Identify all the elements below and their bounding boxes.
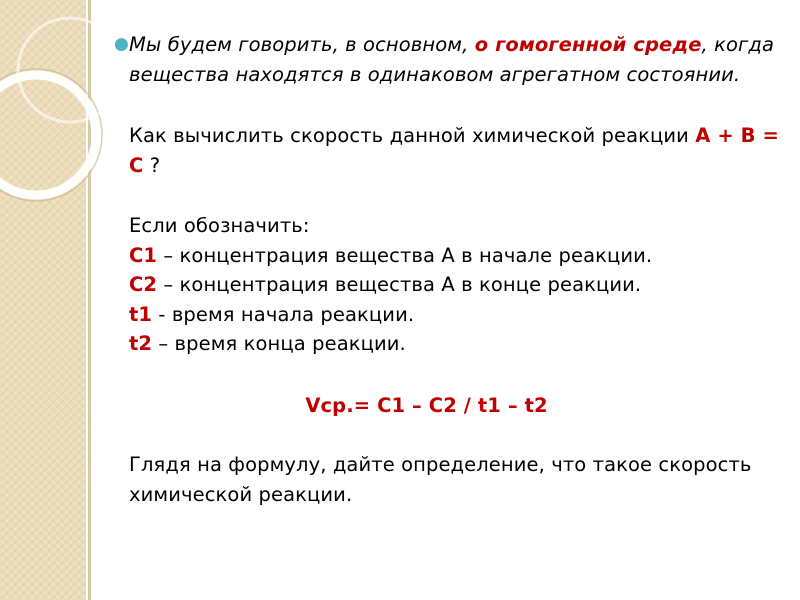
- definition-text: – концентрация вещества А в начале реакции.: [157, 243, 653, 267]
- intro-paragraph: [114, 30, 779, 89]
- question-text-start: Как вычислить скорость данной химической реакции: [129, 124, 696, 147]
- bullet-icon: ●: [114, 34, 129, 54]
- intro-text-start: Мы будем говорить, в основном,: [129, 33, 475, 56]
- question-paragraph: [129, 121, 779, 180]
- definition-text: – концентрация вещества А в конце реакции.: [157, 273, 642, 296]
- definitions-block: [129, 211, 779, 359]
- question-text-end: ?: [143, 153, 161, 177]
- slide-content: [114, 30, 779, 509]
- definition-text: – время конца реакции.: [152, 332, 406, 355]
- definition-text: - время начала реакции.: [152, 302, 415, 326]
- closing-paragraph: Глядя на формулу, дайте определение, что такое скорость химической реакции.: [129, 453, 752, 506]
- definition-term: С1: [129, 243, 158, 267]
- formula: [129, 391, 724, 421]
- intro-highlight: о гомогенной среде: [474, 33, 702, 56]
- intro-text-end: , когда вещества находятся в одинаковом агрегатном состоянии.: [129, 33, 775, 86]
- definition-term: t1: [129, 302, 153, 326]
- formula-text: Vср.= C1 – C2 / t1 – t2: [305, 393, 548, 417]
- definitions-heading: Если обозначить:: [129, 214, 310, 237]
- definition-term: С2: [129, 273, 158, 296]
- reaction-equation: А + В = С: [129, 124, 779, 177]
- definition-term: t2: [129, 332, 153, 355]
